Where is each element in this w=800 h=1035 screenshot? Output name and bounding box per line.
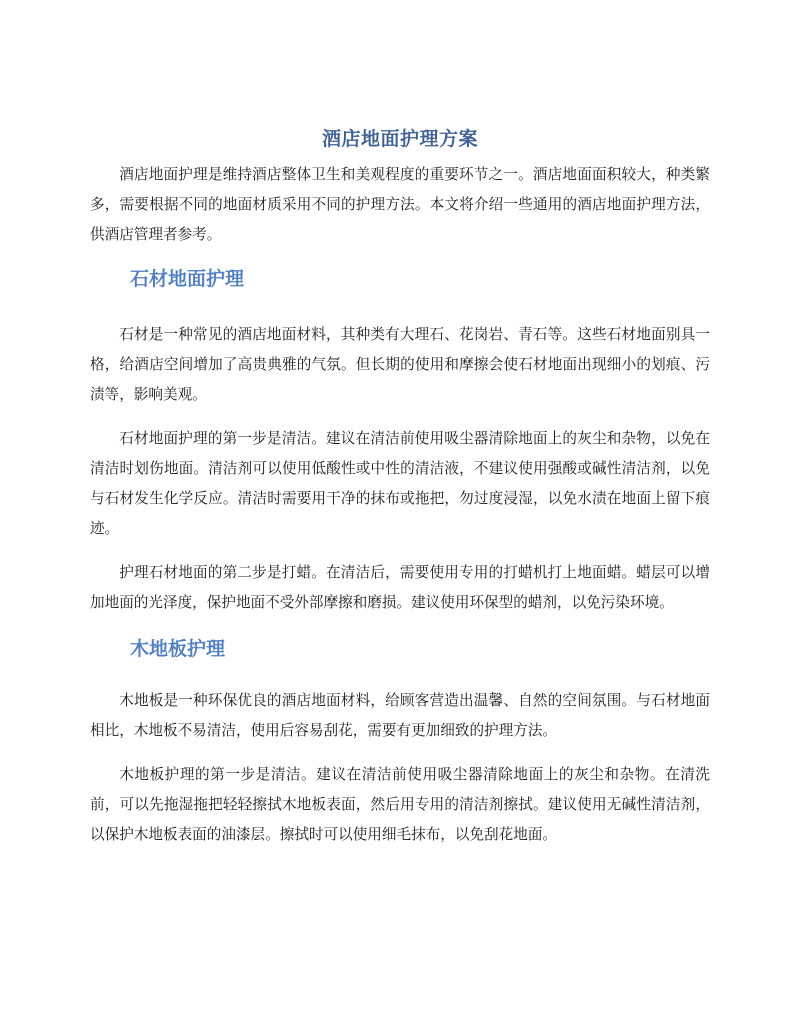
stone-paragraph-2: 石材地面护理的第一步是清洁。建议在清洁前使用吸尘器清除地面上的灰尘和杂物，以免在清洁时划伤地面。清洁剂可以使用低酸性或中性的清洁液，不建议使用强酸或碱性清洁剂，以免与石材发生化学反应。清洁时需要用干净的抹布或拖把，勿过度浸湿，以免水渍在地面上留下痕迹。: [90, 430, 710, 537]
document-page: [90, 122, 710, 850]
wood-paragraph-1: 木地板是一种环保优良的酒店地面材料，给顾客营造出温馨、自然的空间氛围。与石材地面相比，木地板不易清洁，使用后容易刮花，需要有更加细致的护理方法。: [90, 692, 710, 739]
intro-paragraph: 酒店地面护理是维持酒店整体卫生和美观程度的重要环节之一。酒店地面面积较大，种类繁多，需要根据不同的地面材质采用不同的护理方法。本文将介绍一些通用的酒店地面护理方法，供酒店管理者参考。: [90, 166, 710, 243]
stone-paragraph-3: 护理石材地面的第二步是打蜡。在清洁后，需要使用专用的打蜡机打上地面蜡。蜡层可以增加地面的光泽度，保护地面不受外部摩擦和磨损。建议使用环保型的蜡剂，以免污染环境。: [90, 564, 710, 611]
document-title: 酒店地面护理方案: [321, 128, 478, 150]
section-heading-wood: 木地板护理: [130, 638, 226, 660]
wood-paragraph-2: 木地板护理的第一步是清洁。建议在清洁前使用吸尘器清除地面上的灰尘和杂物。在清洗前，可以先拖湿拖把轻轻擦拭木地板表面，然后用专用的清洁剂擦拭。建议使用无碱性清洁剂，以保护木地板表面的油漆层。擦拭时可以使用细毛抹布，以免刮花地面。: [90, 766, 710, 843]
section-heading-stone: 石材地面护理: [130, 268, 245, 290]
stone-paragraph-1: 石材是一种常见的酒店地面材料，其种类有大理石、花岗岩、青石等。这些石材地面别具一格，给酒店空间增加了高贵典雅的气氛。但长期的使用和摩擦会使石材地面出现细小的划痕、污渍等，影响美观。: [90, 326, 710, 403]
